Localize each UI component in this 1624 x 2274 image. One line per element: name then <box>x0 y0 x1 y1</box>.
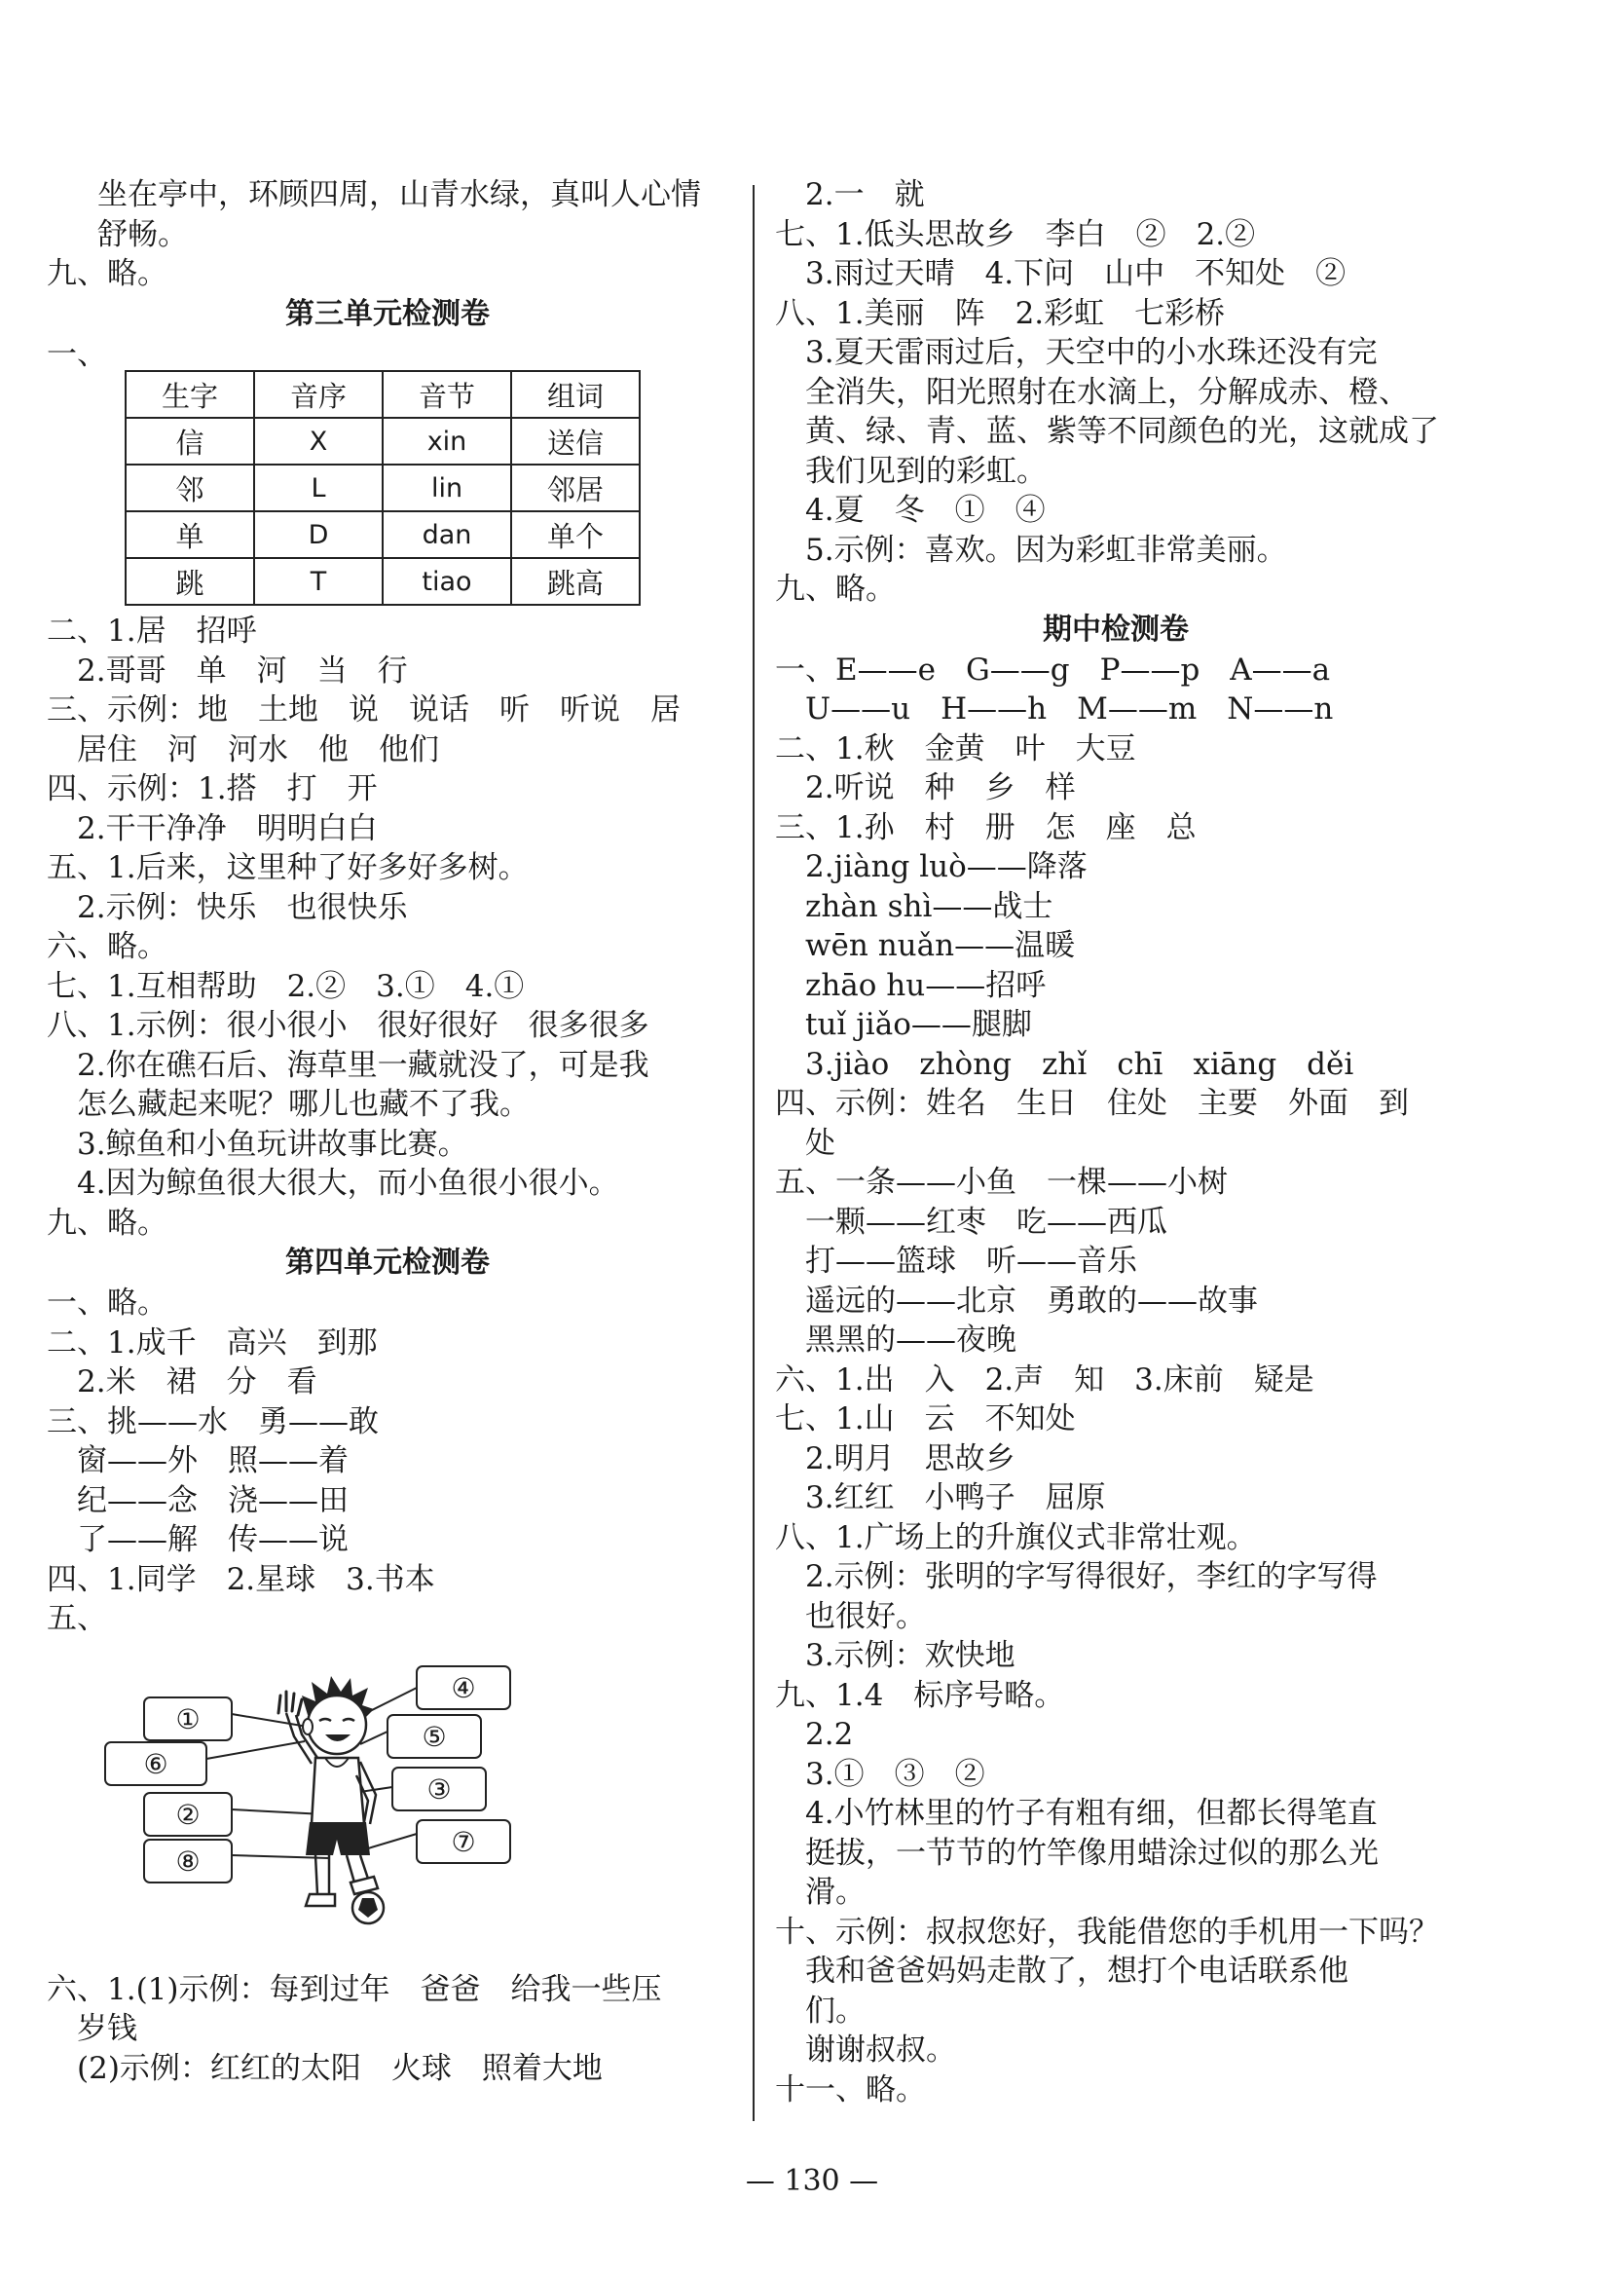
text-line: 三、挑——水 勇——敢 <box>47 1403 379 1439</box>
text-line: 2.一 就 <box>775 177 925 212</box>
text-line: 一颗——红枣 吃——西瓜 <box>775 1204 1167 1240</box>
text-line: 六、1.出 入 2.声 知 3.床前 疑是 <box>775 1361 1314 1398</box>
table-cell: 邻 <box>126 465 254 511</box>
body-parts-diagram <box>86 1639 670 1970</box>
table-cell: xin <box>383 418 511 465</box>
diagram-label: ③ <box>426 1772 452 1806</box>
left-column <box>47 175 728 2088</box>
text-line: 七、1.山 云 不知处 <box>775 1401 1076 1436</box>
diagram-label: ① <box>175 1702 201 1735</box>
diagram-label: ⑤ <box>422 1720 447 1753</box>
text-line: 坐在亭中，环顾四周，山青水绿，真叫人心情 <box>97 177 701 212</box>
table-header: 生字 <box>126 371 254 418</box>
text-line: 3.夏天雷雨过后，天空中的小水珠还没有完 <box>775 335 1378 370</box>
text-line: wēn nuǎn——温暖 <box>775 928 1076 963</box>
text-line: 纪——念 浇——田 <box>47 1482 349 1518</box>
text-line: 4.小竹林里的竹子有粗有细，但都长得笔直 <box>775 1796 1378 1831</box>
text-line: tuǐ jiǎo——腿脚 <box>775 1007 1032 1042</box>
question-label: 一、 <box>47 336 107 372</box>
text-line: 窗——外 照——着 <box>47 1443 349 1478</box>
text-line: (2)示例：红红的太阳 火球 照着大地 <box>47 2050 603 2086</box>
text-line: 六、略。 <box>47 929 167 964</box>
text-line: 怎么藏起来呢？哪儿也藏不了我。 <box>47 1087 530 1122</box>
table-row <box>126 511 640 558</box>
text-line: 一、略。 <box>47 1286 167 1321</box>
text-line: 2.哥哥 单 河 当 行 <box>47 652 408 689</box>
text-line: 七、1.低头思故乡 李白 ② 2.② <box>775 216 1256 252</box>
text-line: 九、略。 <box>775 572 896 607</box>
table-cell: D <box>254 511 383 558</box>
text-line: 九、略。 <box>47 1205 167 1241</box>
midterm-title: 期中检测卷 <box>1043 612 1189 647</box>
table-cell: 送信 <box>511 418 640 465</box>
text-line: 六、1.(1)示例：每到过年 爸爸 给我一些压 <box>47 1971 662 2007</box>
text-line: 八、1.广场上的升旗仪式非常壮观。 <box>775 1519 1257 1555</box>
text-line: 十、示例：叔叔您好，我能借您的手机用一下吗？ <box>775 1914 1439 1950</box>
text-line: 挺拔，一节节的竹竿像用蜡涂过似的那么光 <box>775 1835 1379 1871</box>
text-line: 也很好。 <box>775 1598 926 1634</box>
text-line: 了——解 传——说 <box>47 1522 349 1557</box>
text-line: 3.jiào zhòng zhǐ chī xiāng děi <box>775 1046 1354 1082</box>
text-line: 4.因为鲸鱼很大很大，而小鱼很小很小。 <box>47 1166 619 1201</box>
character-table <box>125 370 641 606</box>
text-line: 岁钱 <box>47 2011 137 2046</box>
text-line: 四、示例：姓名 生日 住处 主要 外面 到 <box>775 1086 1409 1121</box>
text-line: 五、1.后来，这里种了好多好多树。 <box>47 850 529 885</box>
text-line: 九、略。 <box>47 256 167 291</box>
text-line: 遥远的——北京 勇敢的——故事 <box>775 1283 1258 1319</box>
diagram-label: ② <box>175 1798 201 1831</box>
text-line: zhàn shì——战士 <box>775 888 1053 924</box>
text-line: 2.jiàng luò——降落 <box>775 849 1088 884</box>
text-line: 全消失，阳光照射在水滴上，分解成赤、橙、 <box>775 374 1409 410</box>
table-cell: 跳高 <box>511 558 640 605</box>
table-cell: 邻居 <box>511 465 640 511</box>
table-cell: L <box>254 465 383 511</box>
text-line: U——u H——h M——m N——n <box>775 691 1334 727</box>
table-row <box>126 465 640 511</box>
text-line: 居住 河 河水 他 他们 <box>47 731 439 767</box>
table-header-row <box>126 371 640 418</box>
text-line: 3.雨过天晴 4.下问 山中 不知处 ② <box>775 256 1347 291</box>
diagram-label: ④ <box>451 1671 476 1704</box>
text-line: 八、1.示例：很小很小 很好很好 很多很多 <box>47 1008 649 1043</box>
text-line: 黄、绿、青、蓝、紫等不同颜色的光，这就成了 <box>775 414 1439 449</box>
unit4-title: 第四单元检测卷 <box>285 1246 490 1280</box>
text-line: 十一、略。 <box>775 2071 926 2107</box>
text-line: 四、1.同学 2.星球 3.书本 <box>47 1561 435 1597</box>
table-header: 音节 <box>383 371 511 418</box>
text-line: 三、1.孙 村 册 怎 座 总 <box>775 809 1197 845</box>
text-line: 2.你在礁石后、海草里一藏就没了，可是我 <box>47 1047 649 1083</box>
table-cell: tiao <box>383 558 511 605</box>
text-line: 打——篮球 听——音乐 <box>775 1244 1137 1279</box>
text-line: 七、1.互相帮助 2.② 3.① 4.① <box>47 968 525 1004</box>
right-column <box>775 175 1457 2109</box>
diagram-label: ⑦ <box>451 1825 476 1858</box>
text-line: 2.明月 思故乡 <box>775 1440 1015 1476</box>
text-line: 八、1.美丽 阵 2.彩虹 七彩桥 <box>775 295 1226 331</box>
text-line: zhāo hu——招呼 <box>775 967 1047 1003</box>
text-line: 2.干干净净 明明白白 <box>47 810 378 846</box>
text-line: 2.2 <box>775 1717 854 1752</box>
unit3-title: 第三单元检测卷 <box>285 296 490 331</box>
table-cell: 单 <box>126 511 254 558</box>
text-line: 舒畅。 <box>97 216 188 252</box>
text-line: 滑。 <box>775 1875 866 1910</box>
table-cell: 信 <box>126 418 254 465</box>
text-line: 3.示例：欢快地 <box>775 1638 1015 1673</box>
text-line: 3.红红 小鸭子 屈原 <box>775 1480 1106 1515</box>
text-line: 4.夏 冬 ① ④ <box>775 493 1046 528</box>
text-line: 三、示例：地 土地 说 说话 听 听说 居 <box>47 692 681 727</box>
text-line: 九、1.4 标序号略。 <box>775 1677 1065 1713</box>
table-header: 组词 <box>511 371 640 418</box>
text-line: 五、一条——小鱼 一棵——小树 <box>775 1165 1228 1200</box>
table-cell: 单个 <box>511 511 640 558</box>
table-cell: dan <box>383 511 511 558</box>
page-number: — 130 — <box>745 2164 879 2198</box>
diagram-label: ⑥ <box>143 1747 168 1780</box>
table-cell: lin <box>383 465 511 511</box>
text-line: 处 <box>775 1125 835 1161</box>
diagram-label: ⑧ <box>175 1845 201 1878</box>
text-line: 谢谢叔叔。 <box>775 2032 956 2068</box>
text-line: 3.鲸鱼和小鱼玩讲故事比赛。 <box>47 1126 468 1162</box>
text-line: 2.示例：张明的字写得很好，李红的字写得 <box>775 1559 1378 1594</box>
column-divider <box>753 185 755 2121</box>
text-line: 我和爸爸妈妈走散了，想打个电话联系他 <box>775 1954 1348 1989</box>
text-line: 一、E——e G——g P——p A——a <box>775 652 1331 688</box>
text-line: 二、1.成千 高兴 到那 <box>47 1324 378 1361</box>
table-header: 音序 <box>254 371 383 418</box>
table-cell: T <box>254 558 383 605</box>
text-line: 们。 <box>775 1993 866 2029</box>
text-line: 五、 <box>47 1601 107 1636</box>
text-line: 2.米 裙 分 看 <box>47 1364 317 1399</box>
table-cell: X <box>254 418 383 465</box>
text-line: 3.① ③ ② <box>775 1756 985 1792</box>
table-cell: 跳 <box>126 558 254 605</box>
table-row <box>126 558 640 605</box>
boy-illustration <box>86 1639 670 1970</box>
text-line: 2.示例：快乐 也很快乐 <box>47 889 408 925</box>
text-line: 黑黑的——夜晚 <box>775 1323 1016 1358</box>
text-line: 四、示例：1.搭 打 开 <box>47 771 378 806</box>
text-line: 我们见到的彩虹。 <box>775 453 1047 489</box>
text-line: 5.示例：喜欢。因为彩虹非常美丽。 <box>775 532 1287 568</box>
table-row <box>126 418 640 465</box>
text-line: 二、1.秋 金黄 叶 大豆 <box>775 730 1136 766</box>
text-line: 二、1.居 招呼 <box>47 614 257 649</box>
text-line: 2.听说 种 乡 样 <box>775 770 1076 805</box>
